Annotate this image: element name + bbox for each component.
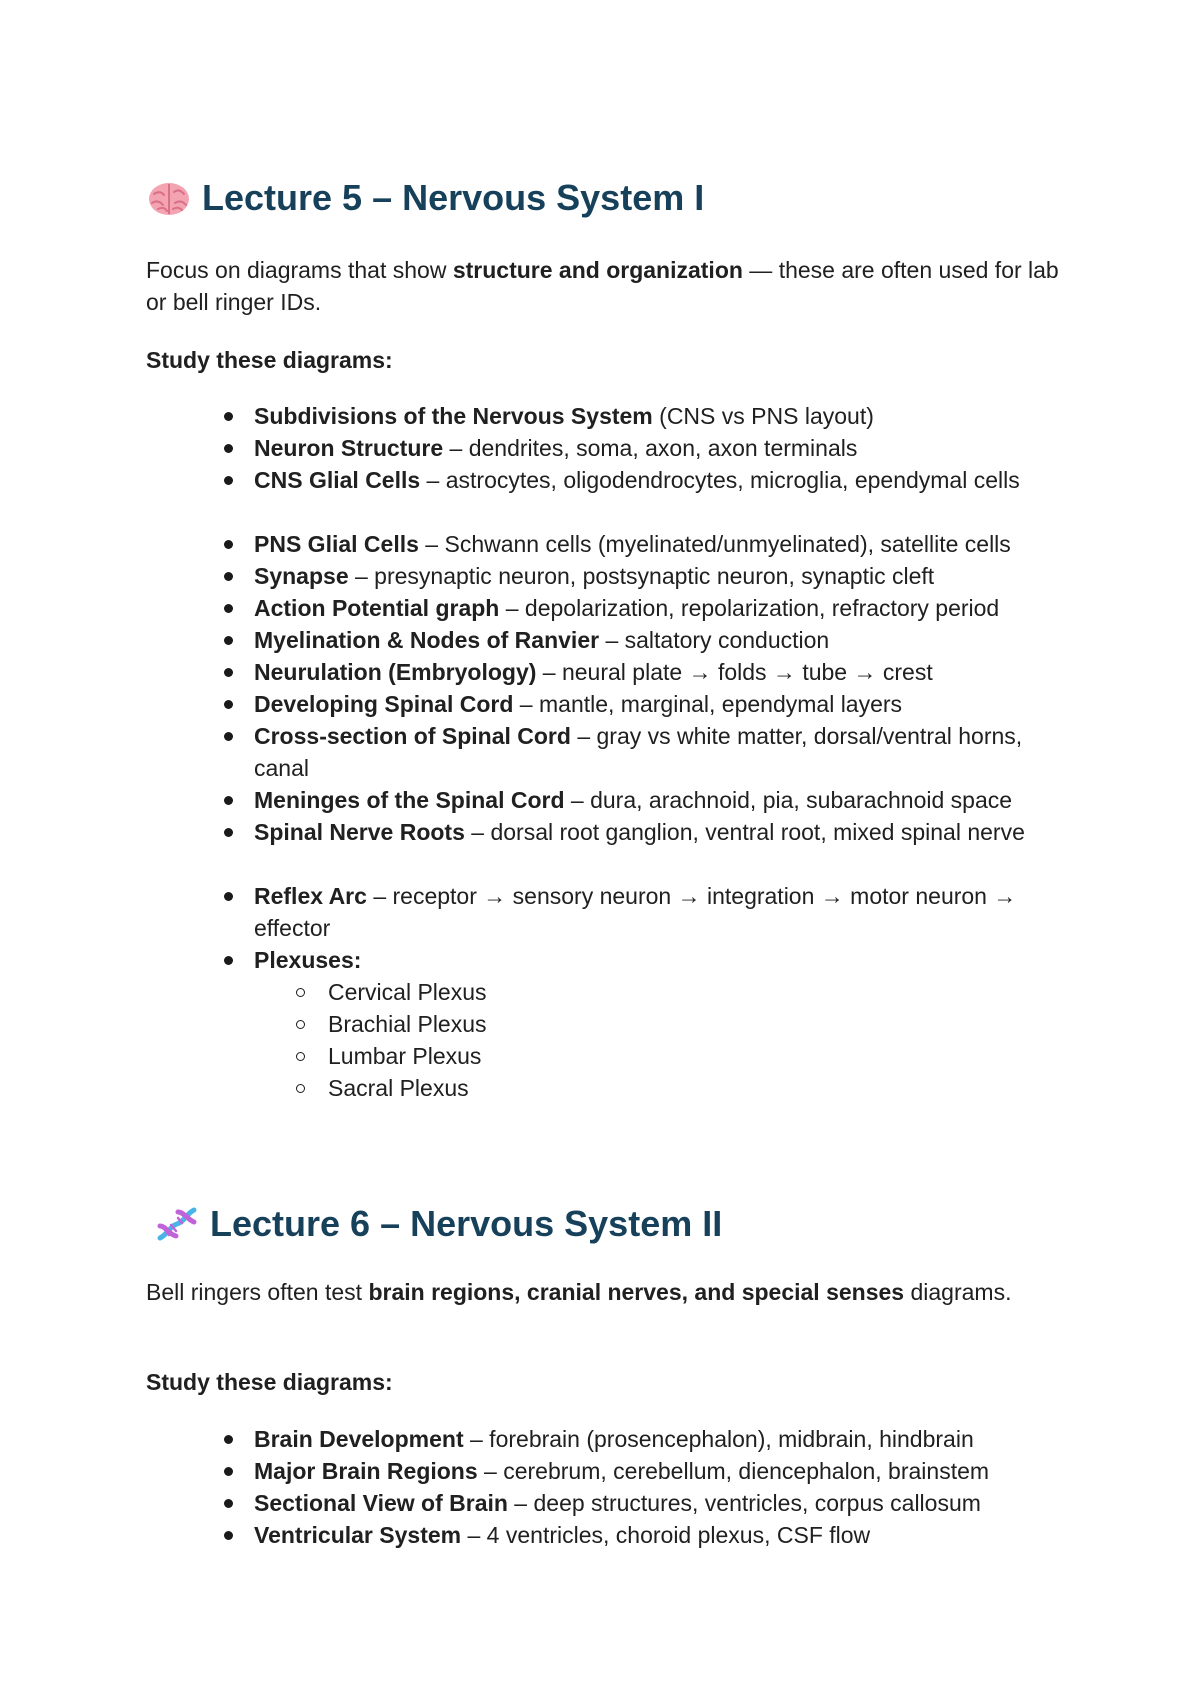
list-item — [254, 1455, 1074, 1487]
list-item — [254, 592, 1074, 624]
plexus-name: Lumbar Plexus — [328, 1043, 482, 1069]
list-item — [254, 656, 1074, 688]
bullet-icon — [224, 1499, 233, 1508]
item-title: Sectional View of Brain — [254, 1490, 508, 1516]
bullet-icon — [224, 732, 233, 741]
list-item — [254, 432, 1074, 464]
bullet-icon — [224, 1531, 233, 1540]
item-detail: – neural plate → folds → tube → crest — [536, 659, 933, 685]
brain-icon — [146, 178, 192, 218]
item-title: Reflex Arc — [254, 883, 367, 909]
item-title: Brain Development — [254, 1426, 464, 1452]
bullet-icon — [224, 956, 233, 965]
plexus-name: Sacral Plexus — [328, 1075, 469, 1101]
bullet-icon — [224, 668, 233, 677]
item-title: CNS Glial Cells — [254, 467, 421, 493]
bullet-icon — [224, 1467, 233, 1476]
item-detail: – presynaptic neuron, postsynaptic neuron, synaptic cleft — [348, 563, 935, 589]
item-detail: – cerebrum, cerebellum, diencephalon, brainstem — [477, 1458, 990, 1484]
intro-bold: structure and organization — [452, 257, 743, 283]
item-detail: – deep structures, ventricles, corpus callosum — [507, 1490, 981, 1516]
list-item — [254, 1423, 1074, 1455]
item-detail: – saltatory conduction — [599, 627, 830, 653]
hollow-bullet-icon — [296, 1052, 305, 1061]
item-title: Synapse — [254, 563, 349, 589]
item-detail: – dendrites, soma, axon, axon terminals — [443, 435, 858, 461]
intro-text: Bell ringers often test — [146, 1279, 369, 1305]
lecture-5-intro — [146, 254, 1066, 318]
item-detail: – dorsal root ganglion, ventral root, mixed spinal nerve — [464, 819, 1025, 845]
lecture-6-intro — [146, 1276, 1066, 1308]
lecture-6-study-heading — [146, 1366, 1066, 1398]
lecture-6-heading — [154, 1204, 722, 1244]
lecture-5-title: Lecture 5 – Nervous System I — [202, 177, 705, 218]
item-title: Major Brain Regions — [254, 1458, 478, 1484]
study-heading-text: Study these diagrams: — [146, 347, 393, 373]
bullet-icon — [224, 700, 233, 709]
item-detail: – mantle, marginal, ependymal layers — [513, 691, 903, 717]
bullet-icon — [224, 828, 233, 837]
lecture-5-study-heading — [146, 344, 1066, 376]
lecture-5-heading — [146, 178, 704, 218]
item-detail: – receptor → sensory neuron → integration → motor neuron → effector — [254, 883, 1017, 941]
bullet-icon — [224, 892, 233, 901]
item-title: Spinal Nerve Roots — [254, 819, 465, 845]
list-item — [254, 944, 1074, 976]
sub-list-item — [328, 1072, 1148, 1104]
item-title: Ventricular System — [254, 1522, 462, 1548]
item-title: Cross-section of Spinal Cord — [254, 723, 571, 749]
list-item — [254, 1519, 1074, 1551]
list-item — [254, 1487, 1074, 1519]
list-item — [254, 400, 1074, 432]
dna-icon — [154, 1204, 200, 1244]
sub-list-item — [328, 1040, 1148, 1072]
sub-list-item — [328, 1008, 1148, 1040]
hollow-bullet-icon — [296, 1084, 305, 1093]
item-title: Subdivisions of the Nervous System — [254, 403, 653, 429]
item-title: PNS Glial Cells — [254, 531, 419, 557]
list-item — [254, 528, 1074, 560]
item-title: Plexuses: — [254, 947, 362, 973]
plexus-name: Brachial Plexus — [328, 1011, 487, 1037]
list-item — [254, 784, 1074, 816]
item-detail: – dura, arachnoid, pia, subarachnoid space — [564, 787, 1013, 813]
list-item — [254, 560, 1074, 592]
bullet-icon — [224, 796, 233, 805]
intro-text: Focus on diagrams that show — [146, 257, 453, 283]
lecture-6-title: Lecture 6 – Nervous System II — [210, 1203, 723, 1244]
list-item — [254, 720, 1074, 784]
item-title: Meninges of the Spinal Cord — [254, 787, 565, 813]
intro-text-end: diagrams. — [904, 1279, 1012, 1305]
bullet-icon — [224, 572, 233, 581]
intro-bold: brain regions, cranial nerves, and special senses — [368, 1279, 905, 1305]
bullet-icon — [224, 1435, 233, 1444]
item-title: Action Potential graph — [254, 595, 500, 621]
list-item — [254, 880, 1074, 944]
sub-list-item — [328, 976, 1148, 1008]
hollow-bullet-icon — [296, 988, 305, 997]
item-detail: – 4 ventricles, choroid plexus, CSF flow — [461, 1522, 871, 1548]
item-title: Neurulation (Embryology) — [254, 659, 537, 685]
item-title: Neuron Structure — [254, 435, 444, 461]
intro-text-end: — these are often used for lab or bell ringer IDs. — [146, 257, 1059, 315]
study-heading-text: Study these diagrams: — [146, 1369, 393, 1395]
bullet-icon — [224, 476, 233, 485]
bullet-icon — [224, 540, 233, 549]
bullet-icon — [224, 444, 233, 453]
list-item — [254, 624, 1074, 656]
item-detail: – astrocytes, oligodendrocytes, microglia, ependymal cells — [420, 467, 1020, 493]
plexus-name: Cervical Plexus — [328, 979, 487, 1005]
bullet-icon — [224, 412, 233, 421]
list-item — [254, 816, 1074, 848]
list-item — [254, 464, 1074, 496]
item-detail: – Schwann cells (myelinated/unmyelinated), satellite cells — [418, 531, 1011, 557]
item-title: Developing Spinal Cord — [254, 691, 514, 717]
item-detail: – gray vs white matter, dorsal/ventral horns, canal — [254, 723, 1023, 781]
bullet-icon — [224, 604, 233, 613]
item-detail: – forebrain (prosencephalon), midbrain, hindbrain — [463, 1426, 974, 1452]
item-detail: (CNS vs PNS layout) — [652, 403, 874, 429]
bullet-icon — [224, 636, 233, 645]
item-title: Myelination & Nodes of Ranvier — [254, 627, 600, 653]
item-detail: – depolarization, repolarization, refractory period — [499, 595, 1000, 621]
list-item — [254, 688, 1074, 720]
hollow-bullet-icon — [296, 1020, 305, 1029]
